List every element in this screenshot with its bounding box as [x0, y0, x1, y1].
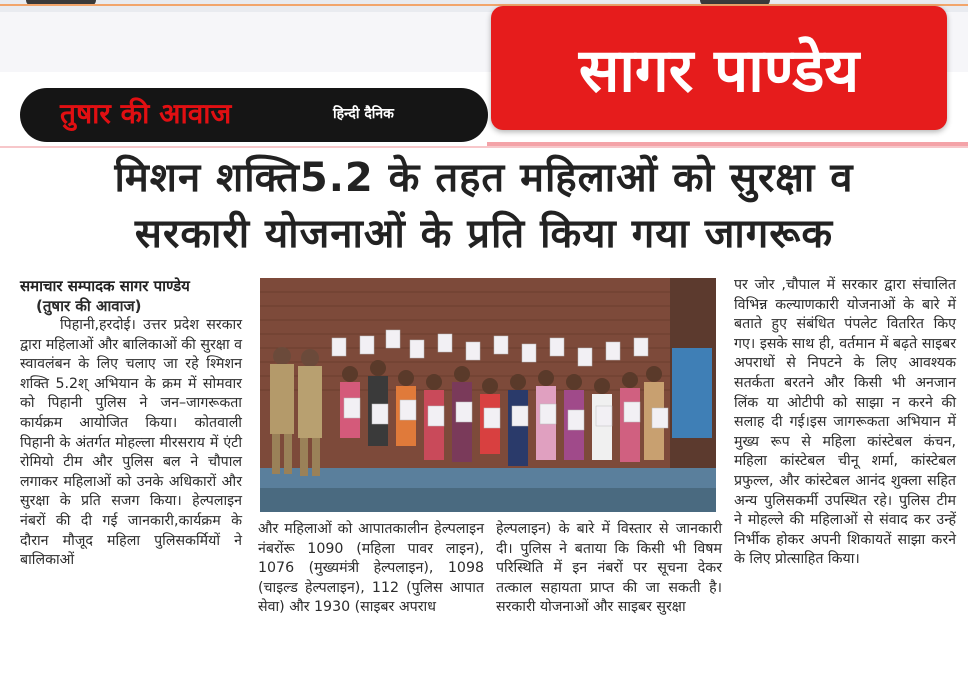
- masthead-title: तुषार की आवाज: [60, 97, 232, 130]
- article-column-1: [20, 276, 242, 571]
- reporter-name: सागर पाण्डेय: [578, 36, 860, 106]
- headline-line-1: मिशन शक्ति5.2 के तहत महिलाओं को सुरक्षा व: [114, 155, 854, 201]
- column-text: और महिलाओं को आपातकालीन हेल्पलाइन नंबरोंरू 1090 (महिला पावर लाइन), 1076 (मुख्यमंत्री हेल्पलाइन), 1098 (चाइल्ड हेल्पलाइन), 112 (पुलिस आपात सेवा) और 1930 (साइबर अपराध: [258, 521, 484, 616]
- masthead-subtitle: हिन्दी दैनिक: [333, 106, 394, 122]
- headline: [0, 150, 968, 262]
- byline-source: (तुषार की आवाज): [36, 297, 142, 315]
- news-photo: [260, 278, 716, 512]
- column-text: हेल्पलाइन) के बारे में विस्तार से जानकारी दी। पुलिस ने बताया कि किसी भी विषम परिस्थिति में इन नंबरों पर सूचना देकर तत्काल सहायता प्राप्त की जा सकती है। सरकारी योजनाओं और साइबर सुरक्षा: [496, 521, 722, 616]
- group-photo-image: [260, 278, 716, 512]
- byline: समाचार सम्पादक सागर पाण्डेय: [20, 277, 190, 295]
- article-column-2: [258, 520, 484, 618]
- column-text: पर जोर ,चौपाल में सरकार द्वारा संचालित विभिन्न कल्याणकारी योजनाओं के बारे में बताते हुए संबंधित पंपलेट वितरित किए गए। इसके साथ ही, वर्तमान में बढ़ते साइबर अपराधों से निपटने के लिए आवश्यक सतर्कता बरतने और किसी भी अनजान लिंक या ओटीपी को साझा न करने की सलाह दी गई।इस जागरूकता अभियान में मुख्य रूप से महिला कांस्टेबल कंचन, महिला कांस्टेबल चीनू शर्मा, कांस्टेबल प्रफुल्ल, और कांस्टेबल आनंद शुक्ला सहित अन्य पुलिसकर्मी उपस्थित रहे। पुलिस टीम ने मोहल्ले की महिलाओं से संवाद कर उन्हें निर्भीक होकर अपनी शिकायतें साझा करने के लिए प्रोत्साहित किया।: [734, 277, 956, 568]
- masthead: [20, 88, 488, 142]
- headline-line-2: सरकारी योजनाओं के प्रति किया गया जागरूक: [134, 211, 834, 257]
- column-text: पिहानी,हरदोई। उत्तर प्रदेश सरकार द्वारा महिलाओं और बालिकाओं की सुरक्षा व स्वावलंबन के लिए चलाए जा रहे श्मिशन शक्ति 5.2श् अभियान के क्रम में सोमवार को पिहानी पुलिस ने जन–जागरूकता कार्यक्रम आयोजित किया। कोतवाली पिहानी के अंतर्गत मोहल्ला मीरसराय में एंटी रोमियो टीम और पुलिस बल ने चौपाल लगाकर महिलाओं को उनके अधिकारों और सुरक्षा के प्रति सजग किया। हेल्पलाइन नंबरों की दी गई जानकारी,कार्यक्रम के दौरान मौजूद महिला पुलिसकर्मियों ने बालिकाओं: [20, 317, 243, 569]
- divider: [0, 146, 968, 148]
- reporter-name-banner: [491, 6, 947, 130]
- article-column-3: [496, 520, 722, 618]
- article-column-4: [734, 276, 956, 570]
